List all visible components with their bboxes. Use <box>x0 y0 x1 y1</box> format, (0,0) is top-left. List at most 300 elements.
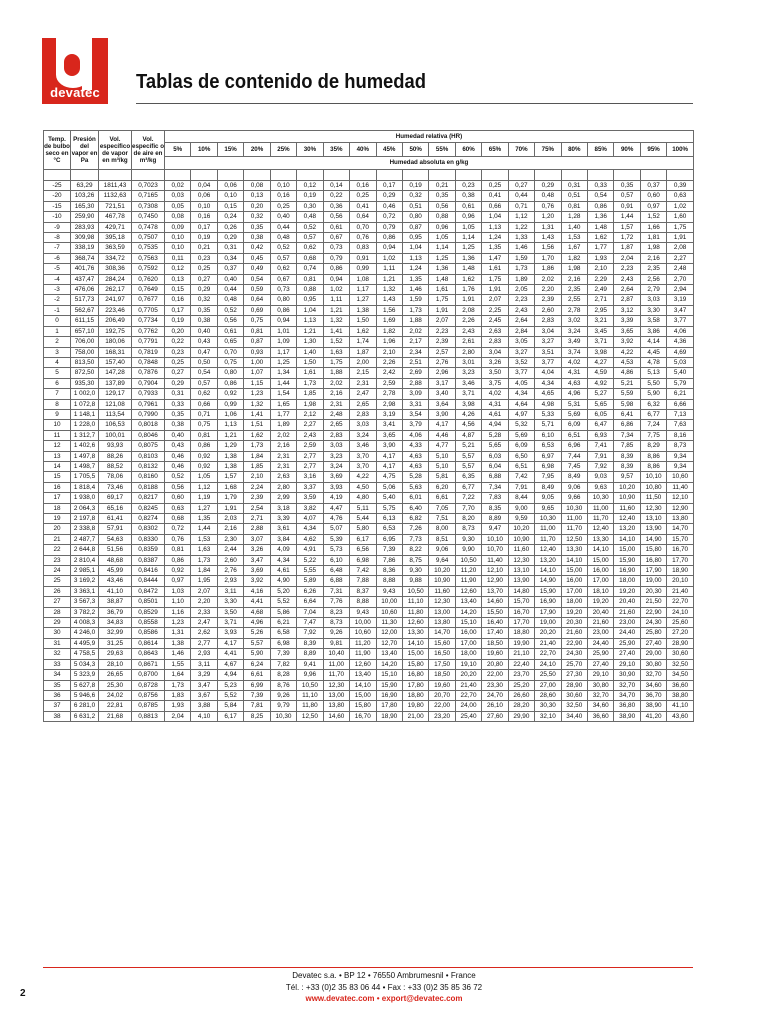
table-cell: 18,80 <box>402 690 428 700</box>
table-cell: 7,82 <box>270 659 296 669</box>
table-cell: 1,87 <box>614 243 640 253</box>
table-cell: 1,91 <box>482 285 508 295</box>
table-cell: 2,23 <box>614 264 640 274</box>
table-cell: 13,30 <box>561 545 587 555</box>
table-cell: 4,17 <box>376 451 402 461</box>
table-cell: 1,51 <box>244 420 270 430</box>
table-cell: 6 281,0 <box>71 701 99 711</box>
table-cell: 4,06 <box>402 430 428 440</box>
table-cell: 43,60 <box>667 711 694 721</box>
table-cell: 2,02 <box>270 430 296 440</box>
table-cell: 6,61 <box>429 493 455 503</box>
table-cell: 8,37 <box>350 586 376 596</box>
table-cell: 0,8728 <box>132 680 165 690</box>
col-header-hr: 65% <box>482 143 508 157</box>
table-cell: 0,8274 <box>132 514 165 524</box>
table-cell: 6,09 <box>508 441 534 451</box>
table-cell: 4,26 <box>455 409 481 419</box>
table-cell: 0,08 <box>244 181 270 191</box>
table-cell: 18,90 <box>667 566 694 576</box>
table-cell: 2,79 <box>640 285 666 295</box>
table-cell: 5 627,8 <box>71 680 99 690</box>
table-cell: 13,80 <box>323 701 349 711</box>
table-cell: 2,25 <box>482 305 508 315</box>
table-cell: 7,86 <box>376 555 402 565</box>
table-cell: 0,7904 <box>132 378 165 388</box>
table-cell: 1,34 <box>270 368 296 378</box>
table-cell: 1,62 <box>588 233 614 243</box>
table-cell: 2,35 <box>561 285 587 295</box>
table-cell: 0,62 <box>270 264 296 274</box>
table-cell: 706,00 <box>71 337 99 347</box>
table-cell: 15,00 <box>350 690 376 700</box>
table-cell: 1,46 <box>402 285 428 295</box>
table-cell: 308,36 <box>99 264 132 274</box>
table-cell: 1,47 <box>482 253 508 263</box>
table-row <box>44 493 694 503</box>
table-cell: 15,10 <box>376 670 402 680</box>
table-cell: 1,13 <box>482 222 508 232</box>
table-cell: 3,92 <box>614 337 640 347</box>
table-cell: 29,63 <box>99 649 132 659</box>
table-cell: 2,33 <box>191 607 217 617</box>
table-cell: 21,40 <box>667 586 694 596</box>
table-cell: 1,73 <box>191 555 217 565</box>
table-cell: 1,24 <box>482 233 508 243</box>
table-cell: 206,49 <box>99 316 132 326</box>
table-cell: 4,19 <box>323 493 349 503</box>
devatec-logo <box>42 38 108 104</box>
table-cell: 4,64 <box>508 399 534 409</box>
table-cell: 57,91 <box>99 524 132 534</box>
table-cell: 1,04 <box>402 243 428 253</box>
table-row <box>44 347 694 357</box>
table-cell: 0,86 <box>191 441 217 451</box>
table-cell: 4,04 <box>535 368 561 378</box>
table-cell: 0,46 <box>165 451 191 461</box>
table-cell: 4,09 <box>270 545 296 555</box>
table-cell: 13,00 <box>429 607 455 617</box>
table-cell: 0,79 <box>323 253 349 263</box>
table-cell: 9,59 <box>508 514 534 524</box>
table-cell: 0,7990 <box>132 409 165 419</box>
table-cell: 5 034,3 <box>71 659 99 669</box>
table-cell: 25,50 <box>535 670 561 680</box>
table-cell: 2,59 <box>297 441 323 451</box>
table-cell: 10,30 <box>270 711 296 721</box>
table-row <box>44 389 694 399</box>
table-cell: 0,62 <box>297 243 323 253</box>
table-cell: 1,69 <box>376 316 402 326</box>
table-cell: 0,27 <box>191 274 217 284</box>
table-cell: 6,03 <box>482 451 508 461</box>
table-row <box>44 461 694 471</box>
table-cell: 0,7791 <box>132 337 165 347</box>
table-cell: 0,06 <box>217 181 243 191</box>
table-cell: 0,71 <box>508 201 534 211</box>
table-cell: 9,06 <box>429 545 455 555</box>
table-cell: 1,72 <box>614 233 640 243</box>
table-cell: 5,21 <box>455 441 481 451</box>
table-cell: 4,17 <box>429 420 455 430</box>
table-cell: 1 312,7 <box>71 430 99 440</box>
table-cell: 3,11 <box>191 659 217 669</box>
table-cell: 0,8132 <box>132 461 165 471</box>
table-cell: 3,58 <box>640 316 666 326</box>
table-cell: 0,33 <box>165 399 191 409</box>
table-cell: 2,54 <box>244 503 270 513</box>
table-cell: 18,00 <box>455 649 481 659</box>
table-cell: 6,24 <box>244 659 270 669</box>
table-cell: 0,99 <box>217 399 243 409</box>
table-cell: 10,90 <box>429 576 455 586</box>
table-cell: 0,8785 <box>132 701 165 711</box>
table-cell: 4,78 <box>640 357 666 367</box>
table-cell: 8,76 <box>270 680 296 690</box>
table-cell: 4,33 <box>402 441 428 451</box>
table-cell: 2,05 <box>508 285 534 295</box>
table-cell: 2,87 <box>614 295 640 305</box>
table-cell: 0,51 <box>402 201 428 211</box>
table-cell: 48,68 <box>99 555 132 565</box>
table-cell: 6,77 <box>640 409 666 419</box>
table-cell: 5,57 <box>455 451 481 461</box>
table-cell: 4 246,0 <box>71 628 99 638</box>
table-cell: 2,47 <box>191 618 217 628</box>
table-cell: 0,70 <box>350 222 376 232</box>
table-cell: 4,75 <box>376 472 402 482</box>
table-cell: 1,85 <box>244 461 270 471</box>
table-cell: 4,62 <box>297 534 323 544</box>
col-header-hr: 50% <box>402 143 428 157</box>
table-cell: 10,60 <box>667 472 694 482</box>
table-cell: 3,31 <box>402 399 428 409</box>
table-cell: 7,45 <box>561 461 587 471</box>
table-cell: 7,34 <box>614 430 640 440</box>
table-row <box>44 357 694 367</box>
table-cell: 3,26 <box>482 357 508 367</box>
table-cell: 3,12 <box>614 305 640 315</box>
table-cell: 1,52 <box>640 212 666 222</box>
table-cell: 24,30 <box>561 649 587 659</box>
table-cell: 1,44 <box>614 212 640 222</box>
table-cell: 10,70 <box>482 545 508 555</box>
table-cell: 2,83 <box>350 409 376 419</box>
table-cell: 2 644,8 <box>71 545 99 555</box>
table-cell: 1,25 <box>270 357 296 367</box>
table-cell: 28,20 <box>508 701 534 711</box>
table-cell: 0,8700 <box>132 670 165 680</box>
table-cell: 8,49 <box>561 472 587 482</box>
table-cell: 15,10 <box>455 618 481 628</box>
table-cell: 5,23 <box>217 680 243 690</box>
table-cell: 10,60 <box>350 628 376 638</box>
table-cell: 192,75 <box>99 326 132 336</box>
table-cell: 4,16 <box>244 586 270 596</box>
table-cell: 28 <box>44 607 71 617</box>
table-cell: 129,17 <box>99 389 132 399</box>
table-cell: 15,90 <box>614 555 640 565</box>
table-cell: 0,51 <box>561 191 587 201</box>
table-cell: 5,71 <box>535 420 561 430</box>
table-cell: 0,10 <box>191 201 217 211</box>
table-row <box>44 566 694 576</box>
table-cell: 20,20 <box>455 670 481 680</box>
table-cell: 2,65 <box>350 399 376 409</box>
table-cell: 10,20 <box>508 524 534 534</box>
table-cell: 0,96 <box>455 212 481 222</box>
table-cell: 2,03 <box>217 514 243 524</box>
table-cell: 0,86 <box>217 378 243 388</box>
table-cell: 14,10 <box>588 545 614 555</box>
table-cell: 2,63 <box>482 326 508 336</box>
table-cell: 4,63 <box>561 378 587 388</box>
table-cell: 3,46 <box>350 441 376 451</box>
table-cell: 4,94 <box>482 420 508 430</box>
table-cell: 14,90 <box>535 576 561 586</box>
table-cell: 17,90 <box>640 566 666 576</box>
table-cell: 12,40 <box>535 545 561 555</box>
table-cell: 30,60 <box>561 690 587 700</box>
table-cell: 1,82 <box>561 253 587 263</box>
table-cell: 4,65 <box>535 389 561 399</box>
table-cell: 4,45 <box>640 347 666 357</box>
table-cell: 54,63 <box>99 534 132 544</box>
table-cell: 30,80 <box>640 659 666 669</box>
table-cell: 0,57 <box>614 191 640 201</box>
table-cell: 41,10 <box>99 586 132 596</box>
table-cell: 18,90 <box>376 711 402 721</box>
table-cell: 2,48 <box>667 264 694 274</box>
table-cell: 0,92 <box>191 461 217 471</box>
table-cell: 1,93 <box>588 253 614 263</box>
table-cell: 872,50 <box>71 368 99 378</box>
table-cell: 9,57 <box>614 472 640 482</box>
table-cell: 3,16 <box>297 472 323 482</box>
table-row <box>44 399 694 409</box>
table-cell: 3,98 <box>588 347 614 357</box>
table-cell: 5,20 <box>270 586 296 596</box>
table-cell: 12,30 <box>429 597 455 607</box>
table-cell: 0,25 <box>482 181 508 191</box>
table-cell: 4,34 <box>508 389 534 399</box>
logo-d-stem <box>82 38 92 90</box>
table-cell: -5 <box>44 264 71 274</box>
humidity-table-body <box>44 170 694 722</box>
humidity-table <box>43 130 694 722</box>
table-cell: 1,05 <box>429 233 455 243</box>
table-cell: 165,30 <box>71 201 99 211</box>
table-cell: 14,10 <box>561 555 587 565</box>
table-cell: 23,70 <box>508 670 534 680</box>
table-cell: 3,30 <box>217 597 243 607</box>
table-cell: 1,52 <box>323 337 349 347</box>
table-cell: 11,10 <box>297 690 323 700</box>
table-cell: 9,63 <box>588 482 614 492</box>
table-cell: 1,73 <box>402 305 428 315</box>
table-row <box>44 243 694 253</box>
table-cell: 0,7507 <box>132 233 165 243</box>
table-cell: 32,50 <box>667 659 694 669</box>
table-cell: 88,52 <box>99 461 132 471</box>
table-cell: 38,80 <box>667 690 694 700</box>
table-cell: 2,59 <box>376 378 402 388</box>
table-cell: 4,22 <box>350 472 376 482</box>
table-cell: 32,70 <box>640 670 666 680</box>
table-cell: 3,84 <box>270 534 296 544</box>
table-cell: 5,80 <box>350 524 376 534</box>
table-cell: 3,03 <box>323 441 349 451</box>
table-cell: 1,11 <box>323 295 349 305</box>
table-cell: 11,60 <box>614 503 640 513</box>
table-cell: 5,33 <box>535 409 561 419</box>
table-cell: 0,25 <box>191 264 217 274</box>
table-row <box>44 628 694 638</box>
table-cell: 2,20 <box>191 597 217 607</box>
table-cell: 9 <box>44 409 71 419</box>
table-cell: 0,35 <box>614 181 640 191</box>
table-cell: 0,86 <box>376 233 402 243</box>
table-cell: 6,51 <box>508 461 534 471</box>
table-cell: 0,30 <box>297 201 323 211</box>
table-cell: 2,07 <box>191 586 217 596</box>
table-cell: 11,70 <box>561 524 587 534</box>
table-cell: -1 <box>44 305 71 315</box>
logo-d-counter <box>64 54 80 76</box>
table-cell: 21,68 <box>99 711 132 721</box>
col-header-hr: 90% <box>614 143 640 157</box>
table-cell: 0,83 <box>350 243 376 253</box>
table-cell: 27,00 <box>535 680 561 690</box>
table-cell: 7,51 <box>429 514 455 524</box>
table-cell: 13,00 <box>323 690 349 700</box>
table-cell: 1,77 <box>588 243 614 253</box>
table-cell: 0,52 <box>165 472 191 482</box>
table-cell: 1,76 <box>455 285 481 295</box>
table-cell: 22,70 <box>455 690 481 700</box>
table-cell: 334,72 <box>99 253 132 263</box>
table-cell: 5,65 <box>482 441 508 451</box>
table-cell: 5,31 <box>561 399 587 409</box>
table-cell: 0,57 <box>191 378 217 388</box>
table-cell: 10,60 <box>376 607 402 617</box>
table-cell: 23,20 <box>429 711 455 721</box>
table-cell: 5,84 <box>217 701 243 711</box>
table-cell: 30 <box>44 628 71 638</box>
table-cell: 32,99 <box>99 628 132 638</box>
table-cell: 1,89 <box>508 274 534 284</box>
table-cell: 1,44 <box>270 378 296 388</box>
table-cell: 1,38 <box>165 638 191 648</box>
table-cell: 7,70 <box>455 503 481 513</box>
table-cell: 6,96 <box>561 441 587 451</box>
table-cell: 2,77 <box>297 451 323 461</box>
table-cell: 2,04 <box>614 253 640 263</box>
table-cell: 0,7620 <box>132 274 165 284</box>
table-cell: 1,36 <box>455 253 481 263</box>
table-cell: 0,71 <box>191 409 217 419</box>
table-cell: 19,20 <box>561 607 587 617</box>
table-cell: 2,39 <box>429 337 455 347</box>
table-cell: 4,69 <box>667 347 694 357</box>
table-cell: 0,81 <box>244 326 270 336</box>
table-cell: 0,81 <box>165 545 191 555</box>
table-cell: 14,60 <box>323 711 349 721</box>
table-cell: 7,85 <box>614 441 640 451</box>
table-cell: 1,75 <box>429 295 455 305</box>
table-cell: 20,40 <box>588 607 614 617</box>
table-cell: 0,56 <box>429 201 455 211</box>
table-cell: 1,05 <box>455 222 481 232</box>
table-cell: 10,10 <box>640 472 666 482</box>
table-row <box>44 555 694 565</box>
table-cell: 4,80 <box>350 493 376 503</box>
table-cell: 1,62 <box>350 326 376 336</box>
table-cell: 3,46 <box>455 378 481 388</box>
table-cell: 12,30 <box>640 503 666 513</box>
table-row <box>44 316 694 326</box>
table-cell: 25,90 <box>614 638 640 648</box>
table-row <box>44 191 694 201</box>
table-cell: 37 <box>44 701 71 711</box>
table-cell: 2,69 <box>402 368 428 378</box>
table-row <box>44 420 694 430</box>
table-cell: 0,29 <box>191 285 217 295</box>
table-cell: 0,7933 <box>132 389 165 399</box>
table-cell: 18 <box>44 503 71 513</box>
table-cell: 1,70 <box>535 253 561 263</box>
table-row <box>44 586 694 596</box>
table-cell: 0,29 <box>165 378 191 388</box>
table-row <box>44 649 694 659</box>
table-cell: 21 <box>44 534 71 544</box>
table-cell: 1,89 <box>270 420 296 430</box>
table-cell: 6,61 <box>244 670 270 680</box>
table-cell: 0,57 <box>297 233 323 243</box>
table-cell: 14,10 <box>402 638 428 648</box>
footer-web-link[interactable]: www.devatec.com • export@devatec.com <box>305 994 463 1003</box>
table-cell: 28,90 <box>561 680 587 690</box>
table-row <box>44 680 694 690</box>
table-cell: 5,07 <box>323 524 349 534</box>
table-cell: 1,85 <box>297 389 323 399</box>
table-cell: 0,64 <box>244 295 270 305</box>
table-cell: 8,44 <box>508 493 534 503</box>
table-cell: 7,63 <box>667 420 694 430</box>
table-cell: 3,74 <box>561 347 587 357</box>
table-cell: 5,32 <box>508 420 534 430</box>
table-cell: 9,66 <box>561 493 587 503</box>
table-cell: 2,39 <box>535 295 561 305</box>
table-cell: 0,8558 <box>132 618 165 628</box>
table-cell: 4,17 <box>376 461 402 471</box>
table-cell: 2,83 <box>535 316 561 326</box>
table-cell: 3,03 <box>640 295 666 305</box>
table-cell: 0,05 <box>165 201 191 211</box>
table-cell: 0,8188 <box>132 482 165 492</box>
table-cell: 0,8075 <box>132 441 165 451</box>
table-cell: 35 <box>44 680 71 690</box>
table-cell: 17,00 <box>561 586 587 596</box>
table-cell: 13,10 <box>640 514 666 524</box>
table-cell: 3,40 <box>429 389 455 399</box>
table-cell: 11,00 <box>323 659 349 669</box>
table-cell: 1,20 <box>535 212 561 222</box>
table-cell: 1,40 <box>561 222 587 232</box>
table-cell: 1,88 <box>402 316 428 326</box>
table-cell: 0,61 <box>323 222 349 232</box>
table-cell: 0,8416 <box>132 566 165 576</box>
